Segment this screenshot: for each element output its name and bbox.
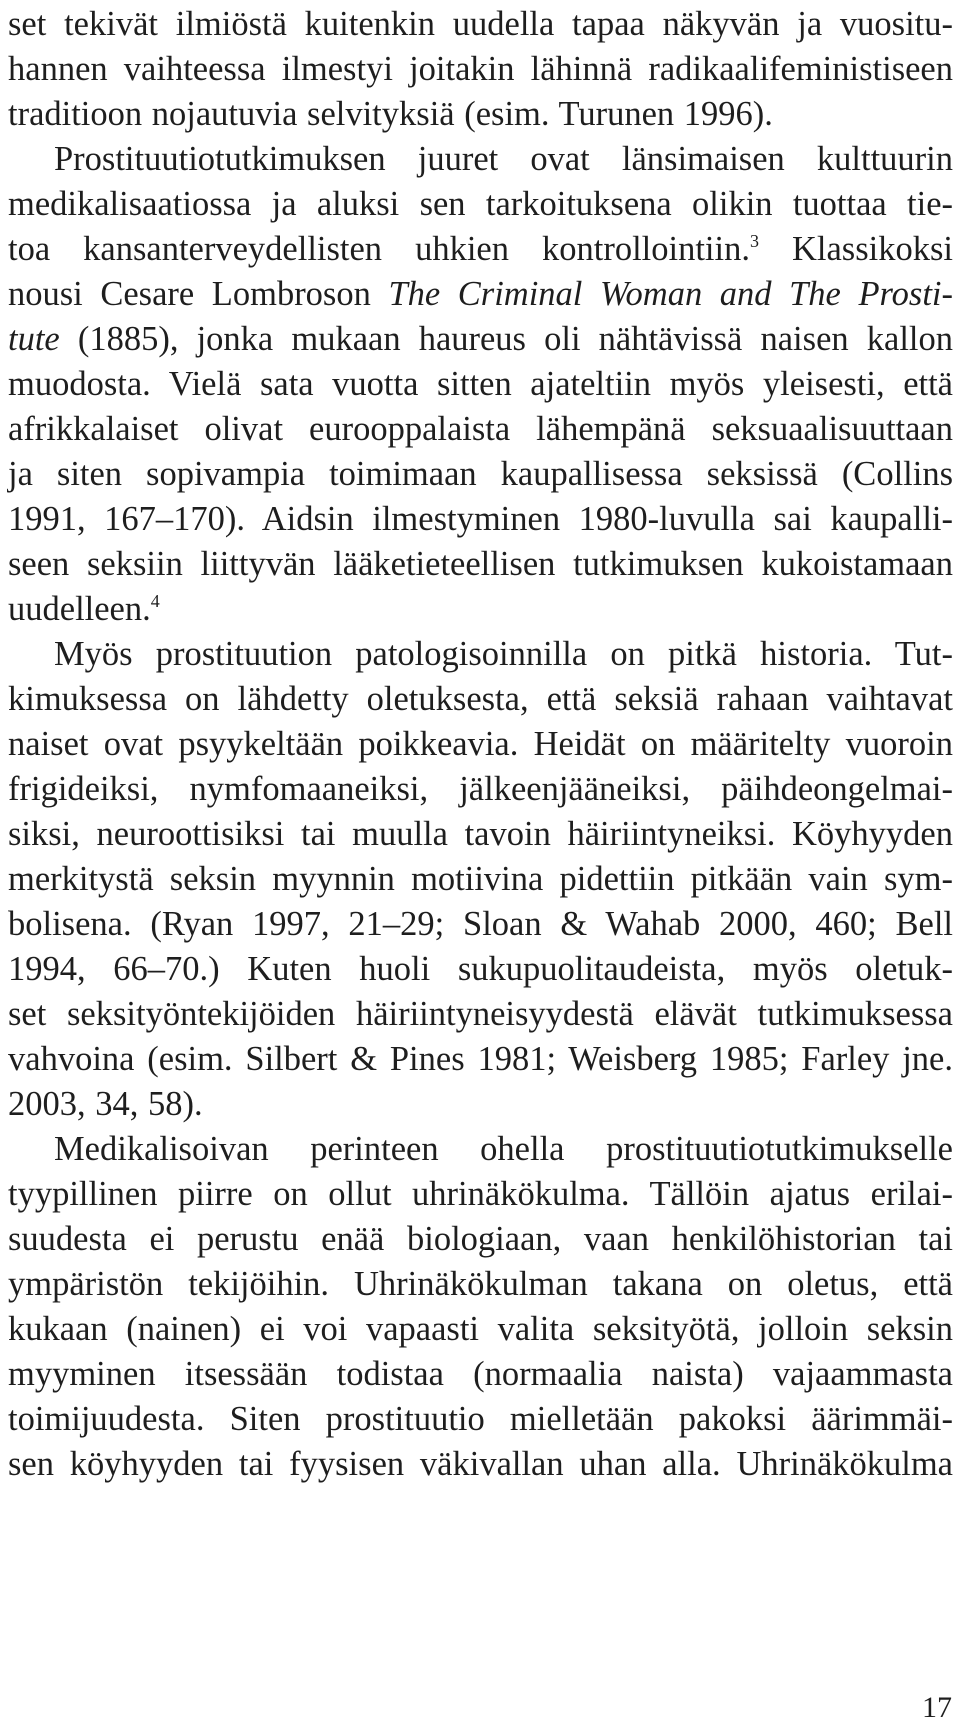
text-line <box>8 1440 953 1488</box>
text-line <box>8 1035 953 1083</box>
line-text: toimijuudesta. Siten prostituutio mielletään pakoksi äärimmäi- <box>8 1400 953 1438</box>
text-line <box>8 810 953 858</box>
line-text: 1994, 66–70.) Kuten huoli sukupuolitaudeista, myös oletuk- <box>8 950 953 988</box>
text-line <box>8 315 953 363</box>
line-text: ympäristön tekijöihin. Uhrinäkökulman takana on oletus, että <box>8 1265 953 1303</box>
text-line <box>8 1215 953 1263</box>
text-line <box>8 270 953 318</box>
text-line <box>8 540 953 588</box>
text-line <box>8 675 953 723</box>
line-text: nousi Cesare Lombroson <box>8 275 389 313</box>
text-line <box>8 1305 953 1353</box>
text-line <box>8 765 953 813</box>
line-text: set seksityöntekijöiden häiriintyneisyydestä elävät tutkimuksessa <box>8 995 953 1033</box>
text-line <box>8 855 953 903</box>
text-line <box>8 0 953 48</box>
line-text: Klassikoksi <box>758 230 953 268</box>
line-text: 2003, 34, 58). <box>8 1085 203 1123</box>
paragraph-first-line <box>8 1125 953 1173</box>
footnote-marker[interactable]: 4 <box>150 591 160 611</box>
text-line <box>8 45 953 93</box>
line-text: 1991, 167–170). Aidsin ilmestyminen 1980-luvulla sai kaupalli- <box>8 500 953 538</box>
text-line <box>8 495 953 543</box>
line-text: muodosta. Vielä sata vuotta sitten ajateltiin myös yleisesti, että <box>8 365 953 403</box>
text-line <box>8 1350 953 1398</box>
line-text: uudelleen. <box>8 590 151 628</box>
line-text: frigideiksi, nymfomaaneiksi, jälkeenjääneiksi, päihdeongelmai- <box>8 770 953 808</box>
line-text: suudesta ei perustu enää biologiaan, vaan henkilöhistorian tai <box>8 1220 953 1258</box>
line-text: set tekivät ilmiöstä kuitenkin uudella tapaa näkyvän ja vuositu- <box>8 5 953 43</box>
line-text: sen köyhyyden tai fyysisen väkivallan uhan alla. Uhrinäkökulma <box>8 1445 953 1483</box>
text-line <box>8 1395 953 1443</box>
text-line <box>8 945 953 993</box>
line-text: tyypillinen piirre on ollut uhrinäkökulma. Tällöin ajatus erilai- <box>8 1175 953 1213</box>
line-text: Prostituutiotutkimuksen juuret ovat länsimaisen kulttuurin <box>54 140 953 178</box>
line-text: toa kansanterveydellisten uhkien kontrollointiin. <box>8 230 750 268</box>
text-line <box>8 585 953 633</box>
line-text: (1885), jonka mukaan haureus oli nähtävissä naisen kallon <box>59 320 953 358</box>
text-line <box>8 405 953 453</box>
paragraph-first-line <box>8 135 953 183</box>
text-line <box>8 1080 953 1128</box>
line-text: traditioon nojautuvia selvityksiä (esim. Turunen 1996). <box>8 95 773 133</box>
book-title: The Criminal Woman and The Prosti- <box>388 275 954 313</box>
line-text: ja siten sopivampia toimimaan kaupallisessa seksissä (Collins <box>8 455 953 493</box>
line-text: seen seksiin liittyvän lääketieteellisen tutkimuksen kukoistamaan <box>8 545 953 583</box>
line-text: Medikalisoivan perinteen ohella prostituutiotutkimukselle <box>54 1130 953 1168</box>
book-title: tute <box>8 320 60 358</box>
footnote-marker[interactable]: 3 <box>749 231 759 251</box>
line-text: kukaan (nainen) ei voi vapaasti valita seksityötä, jolloin seksin <box>8 1310 953 1348</box>
text-line <box>8 360 953 408</box>
text-line <box>8 900 953 948</box>
text-line <box>8 90 953 138</box>
line-text: siksi, neuroottisiksi tai muulla tavoin häiriintyneiksi. Köyhyyden <box>8 815 953 853</box>
text-line <box>8 990 953 1038</box>
text-line <box>8 1170 953 1218</box>
text-line <box>8 225 953 273</box>
line-text: medikalisaatiossa ja aluksi sen tarkoituksena olikin tuottaa tie- <box>8 185 953 223</box>
line-text: afrikkalaiset olivat eurooppalaista lähempänä seksuaalisuuttaan <box>8 410 953 448</box>
text-line <box>8 720 953 768</box>
line-text: merkitystä seksin myynnin motiivina pidettiin pitkään vain sym- <box>8 860 953 898</box>
line-text: kimuksessa on lähdetty oletuksesta, että seksiä rahaan vaihtavat <box>8 680 953 718</box>
text-line <box>8 180 953 228</box>
line-text: myyminen itsessään todistaa (normaalia naista) vajaammasta <box>8 1355 953 1393</box>
line-text: vahvoina (esim. Silbert & Pines 1981; Weisberg 1985; Farley jne. <box>8 1040 953 1078</box>
text-line <box>8 450 953 498</box>
line-text: Myös prostituution patologisoinnilla on pitkä historia. Tut- <box>54 635 953 673</box>
line-text: naiset ovat psyykeltään poikkeavia. Heidät on määritelty vuoroin <box>8 725 953 763</box>
line-text: hannen vaihteessa ilmestyi joitakin lähinnä radikaalifeministiseen <box>8 50 953 88</box>
text-line <box>8 1260 953 1308</box>
paragraph-first-line <box>8 630 953 678</box>
line-text: bolisena. (Ryan 1997, 21–29; Sloan & Wahab 2000, 460; Bell <box>8 905 953 943</box>
page-number: 17 <box>922 1691 952 1724</box>
